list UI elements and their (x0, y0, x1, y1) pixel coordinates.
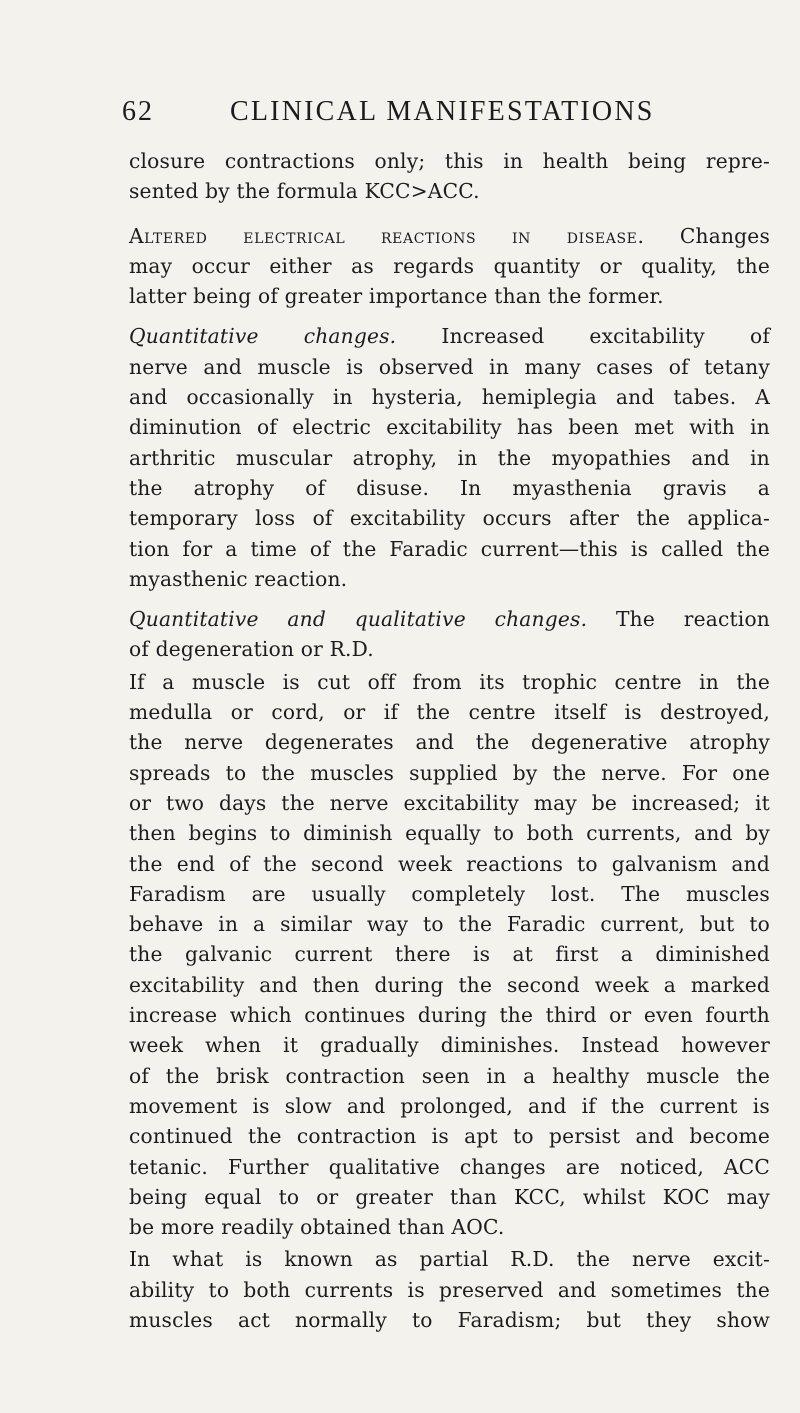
text-line: latter being of greater importance than the former. (129, 284, 664, 309)
text-line: may occur either as regards quantity or quality, the (129, 253, 770, 278)
text-line: the end of the second week reactions to galvanism and (129, 851, 770, 876)
text-line: myasthenic reaction. (129, 566, 348, 591)
text-line: excitability and then during the second week a marked (129, 972, 770, 997)
text-line: diminution of electric excitability has been met with in (129, 415, 770, 440)
page-number: 62 (122, 96, 154, 127)
text-line: ability to both currents is preserved and sometimes the (129, 1277, 770, 1302)
text-line: If a muscle is cut off from its trophic centre in the (129, 669, 770, 694)
italic-heading: Quantitative and qualitative changes. (129, 607, 588, 632)
text-line: or two days the nerve excitability may be increased; it (129, 790, 770, 815)
text-line (129, 604, 770, 634)
text-line: medulla or cord, or if the centre itself is destroyed, (129, 700, 770, 725)
body-text (129, 146, 770, 1335)
text-line: of the brisk contraction seen in a healthy muscle the (129, 1063, 770, 1088)
text-line: being equal to or greater than KCC, whilst KOC may (129, 1184, 770, 1209)
text-line: behave in a similar way to the Faradic current, but to (129, 912, 770, 937)
text-line: increase which continues during the third or even fourth (129, 1003, 770, 1028)
text-line: and occasionally in hysteria, hemiplegia and tabes. A (129, 385, 770, 410)
text-line (129, 221, 770, 251)
text-line: continued the contraction is apt to persist and become (129, 1124, 770, 1149)
text-line: arthritic muscular atrophy, in the myopathies and in (129, 445, 770, 470)
paragraph (129, 1244, 770, 1335)
text-line: nerve and muscle is observed in many cases of tetany (129, 354, 770, 379)
text-run: Changes (644, 223, 771, 248)
text-line: Faradism are usually completely lost. The muscles (129, 881, 770, 906)
text-run: Increased excitability of (396, 324, 770, 349)
running-title: CLINICAL MANIFESTATIONS (230, 96, 655, 127)
text-line: temporary loss of excitability occurs after the applica- (129, 506, 770, 531)
text-line (129, 321, 770, 351)
text-line: movement is slow and prolonged, and if the current is (129, 1093, 770, 1118)
text-line: week when it gradually diminishes. Instead however (129, 1033, 770, 1058)
text-line: then begins to diminish equally to both currents, and by (129, 821, 770, 846)
text-line: of degeneration or R.D. (129, 637, 374, 662)
text-line: closure contractions only; this in health being repre- (129, 149, 770, 173)
section-heading: Altered electrical reactions in disease. (129, 223, 645, 248)
text-line: tetanic. Further qualitative changes are noticed, ACC (129, 1154, 770, 1179)
paragraph (129, 221, 770, 312)
text-line: the atrophy of disuse. In myasthenia gravis a (129, 475, 770, 500)
text-line: tion for a time of the Faradic current—this is called the (129, 536, 770, 561)
paragraph (129, 604, 770, 665)
text-line: the nerve degenerates and the degenerative atrophy (129, 730, 770, 755)
paragraph (129, 146, 770, 207)
italic-heading: Quantitative changes. (129, 324, 397, 349)
text-line: sented by the formula KCC>ACC. (129, 179, 480, 204)
text-run: The reaction (587, 607, 770, 632)
paragraph (129, 321, 770, 594)
text-line: muscles act normally to Faradism; but they show (129, 1307, 770, 1332)
running-head (122, 92, 682, 132)
text-line: In what is known as partial R.D. the nerve excit- (129, 1247, 770, 1272)
text-line: spreads to the muscles supplied by the nerve. For one (129, 760, 770, 785)
paragraph (129, 667, 770, 1243)
text-line: the galvanic current there is at first a diminished (129, 942, 770, 967)
text-line: be more readily obtained than AOC. (129, 1215, 505, 1240)
